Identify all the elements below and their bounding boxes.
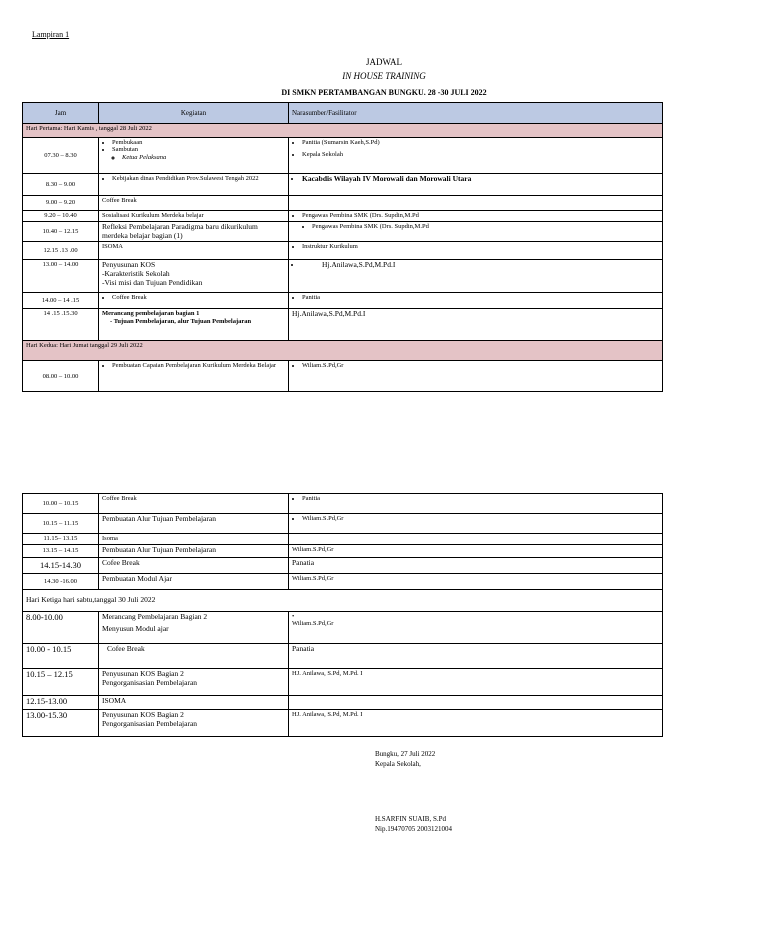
list-item: • Pembukaan: [112, 139, 285, 146]
narasumber-cell: [289, 138, 663, 174]
table-row: [23, 242, 663, 260]
list-item: • Pembuatan Capaian Pembelajaran Kurikulum Merdeka Belajar: [112, 362, 285, 369]
list-item: • Wiliam.S.Pd,Gr: [302, 362, 659, 369]
table-row: [23, 534, 663, 545]
jam-cell: 8.30 – 9.00: [23, 174, 99, 196]
jam-cell: 13.00-15.30: [23, 710, 99, 737]
jam-cell: 08.00 – 10.00: [23, 361, 99, 392]
table-row: [23, 514, 663, 534]
narasumber-cell: Wiliam.S.Pd,Gr: [289, 545, 663, 558]
kegiatan-cell: Coffee Break: [99, 494, 289, 514]
kegiatan-cell: Coffee Break: [99, 196, 289, 211]
bullet-icon: •: [292, 613, 295, 620]
jam-cell: 10.15 – 11.15: [23, 514, 99, 534]
table-row: [23, 696, 663, 710]
signature-name: H.SARFIN SUAIB, S.Pd: [375, 815, 446, 823]
table-row: [23, 293, 663, 309]
table-row: [23, 174, 663, 196]
jam-cell: 11.15– 13.15: [23, 534, 99, 545]
list-item: • Pengawas Pembina SMK (Drs. Supdin,M.Pd: [312, 223, 659, 230]
signature-place-date: Bungku, 27 Juli 2022: [375, 750, 436, 758]
jam-cell: 10.40 – 12.15: [23, 222, 99, 242]
list-item: • Wiliam.S.Pd,Gr: [302, 515, 659, 522]
narasumber-cell: HJ. Anilawa, S.Pd, M.Pd. I: [289, 669, 663, 696]
narasumber-text: Wiliam.S.Pd,Gr: [292, 620, 334, 628]
header-kegiatan: Kegiatan: [99, 103, 289, 124]
narasumber-cell: [289, 242, 663, 260]
list-item: • Kepala Sekolah: [302, 151, 659, 158]
narasumber-cell: HJ. Anilawa, S.Pd, M.Pd. I: [289, 710, 663, 737]
table-row: [23, 361, 663, 392]
day3-label: Hari Ketiga hari sabtu,tanggal 30 Juli 2022: [23, 590, 663, 612]
list-item: • Instruktur Kurikulum: [302, 243, 659, 250]
kegiatan-cell: [99, 361, 289, 392]
list-item: • Panitia (Sumarsin Kaeh,S.Pd): [302, 139, 659, 146]
narasumber-cell: [289, 174, 663, 196]
narasumber-cell: Hj.Anilawa,S.Pd,M.Pd.I: [289, 309, 663, 341]
doc-location-date: DI SMKN PERTAMBANGAN BUNGKU. 28 -30 JULI 2022: [281, 88, 487, 97]
kegiatan-cell: [99, 309, 289, 341]
jam-cell: 14.15-14.30: [23, 558, 99, 574]
kegiatan-line: -Visi misi dan Tujuan Pendidikan: [102, 277, 203, 287]
kegiatan-line: Penyusunan KOS: [102, 260, 156, 270]
kegiatan-cell: Pembuatan Alur Tujuan Pembelajaran: [99, 514, 289, 534]
kegiatan-line: Merancang pembelajaran bagian 1: [102, 310, 200, 318]
list-item: • Pengawas Pembina SMK (Drs. Supdin,M.Pd: [302, 212, 659, 219]
header-narasumber: Narasumber/Fasilitator: [289, 103, 663, 124]
table-header-row: [23, 103, 663, 124]
kegiatan-cell: Cofee Break: [99, 558, 289, 574]
kegiatan-line: Menyusun Modul ajar: [102, 623, 169, 633]
narasumber-cell: [289, 222, 663, 242]
header-jam: Jam: [23, 103, 99, 124]
jam-cell: 9.20 – 10.40: [23, 211, 99, 222]
table-row: [23, 669, 663, 696]
narasumber-cell: Panatia: [289, 644, 663, 669]
kegiatan-cell: [99, 710, 289, 737]
kegiatan-cell: [99, 669, 289, 696]
jam-cell: 10.00 – 10.15: [23, 494, 99, 514]
doc-title: JADWAL: [366, 57, 402, 67]
kegiatan-cell: ISOMA: [99, 242, 289, 260]
jam-cell: 9.00 – 9.20: [23, 196, 99, 211]
narasumber-cell: Wiliam.S.Pd,Gr: [289, 574, 663, 590]
list-item: • Kebijakan dinas Pendidikan Prov.Sulawesi Tengah 2022: [112, 175, 285, 182]
jam-cell: 14.30 -16.00: [23, 574, 99, 590]
kegiatan-line: Penyusunan KOS Bagian 2: [102, 710, 184, 719]
kegiatan-cell: [99, 138, 289, 174]
table-row: [23, 196, 663, 211]
table-row: [23, 309, 663, 341]
table-row: [23, 494, 663, 514]
jam-cell: 12.15-13.00: [23, 696, 99, 710]
narasumber-cell: [289, 260, 663, 293]
kegiatan-cell: [99, 612, 289, 644]
kegiatan-cell: [99, 260, 289, 293]
signature-nip: Nip.19470705 2003121004: [375, 825, 452, 833]
day1-label: Hari Pertama: Hari Kamis , tanggal 28 Juli 2022: [23, 124, 663, 138]
narasumber-cell: [289, 211, 663, 222]
kegiatan-line: Pengorganisasian Pembelajaran: [102, 718, 198, 728]
narasumber-cell: Panatia: [289, 558, 663, 574]
kegiatan-cell: [99, 293, 289, 309]
day-row: [23, 341, 663, 361]
table-row: [23, 558, 663, 574]
narasumber-cell: [289, 696, 663, 710]
list-item: • Coffee Break: [112, 294, 285, 301]
narasumber-cell: [289, 612, 663, 644]
kegiatan-cell: Sosialisasi Kurikulum Merdeka belajar: [99, 211, 289, 222]
table-row: [23, 260, 663, 293]
day-row: [23, 590, 663, 612]
signature-role: Kepala Sekolah,: [375, 760, 421, 768]
list-item: • Sambutan: [112, 146, 285, 153]
kegiatan-cell: [99, 174, 289, 196]
jam-cell: 14 .15 .15.30: [23, 309, 99, 341]
kegiatan-cell: Refleksi Pembelajaran Paradigma baru dikurikulum merdeka belajar bagian (1): [99, 222, 289, 242]
kegiatan-line: Penyusunan KOS Bagian 2: [102, 669, 184, 678]
kegiatan-dash-item: Tujuan Pembelajaran, alur Tujuan Pembelajaran: [113, 317, 252, 325]
lampiran-label: Lampiran 1: [32, 30, 70, 39]
narasumber-cell: [289, 361, 663, 392]
table-row: [23, 710, 663, 737]
table-row: [23, 211, 663, 222]
schedule-table-page1: [22, 102, 663, 392]
list-item: • Hj.Anilawa,S.Pd,M.Pd.I: [302, 261, 659, 270]
kegiatan-cell: Isoma: [99, 534, 289, 545]
doc-subtitle: IN HOUSE TRAINING: [342, 71, 426, 81]
jam-cell: 8.00-10.00: [23, 612, 99, 644]
table-row: [23, 545, 663, 558]
kegiatan-line: Merancang Pembelajaran Bagian 2: [102, 612, 208, 621]
jam-cell: 07.30 – 8.30: [23, 138, 99, 174]
list-item: • Panitia: [302, 294, 659, 301]
table-row: [23, 612, 663, 644]
kegiatan-cell: Cofee Break: [99, 644, 289, 669]
list-item: • Panitia: [302, 495, 659, 502]
list-item: • Kacabdis Wilayah IV Morowali dan Morowali Utara: [302, 175, 659, 184]
day-row: [23, 124, 663, 138]
list-item: ◦ Ketua Pelaksana: [122, 154, 285, 161]
kegiatan-line: -Karakteristik Sekolah: [102, 268, 170, 278]
jam-cell: 13.15 – 14.15: [23, 545, 99, 558]
kegiatan-line: Pengorganisasian Pembelajaran: [102, 677, 198, 687]
narasumber-cell: [289, 196, 663, 211]
table-row: [23, 138, 663, 174]
table-row: [23, 644, 663, 669]
narasumber-cell: [289, 534, 663, 545]
kegiatan-cell: ISOMA: [99, 696, 289, 710]
kegiatan-cell: Pembuatan Alur Tujuan Pembelajaran: [99, 545, 289, 558]
table-row: [23, 574, 663, 590]
jam-cell: 10.15 – 12.15: [23, 669, 99, 696]
day2-label: Hari Kedua: Hari Jumat tanggal 29 Juli 2022: [23, 341, 663, 361]
jam-cell: 13.00 – 14.00: [23, 260, 99, 293]
jam-cell: 12.15 .13 .00: [23, 242, 99, 260]
jam-cell: 14.00 – 14 .15: [23, 293, 99, 309]
table-row: [23, 222, 663, 242]
kegiatan-cell: Pembuatan Modul Ajar: [99, 574, 289, 590]
jam-cell: 10.00 - 10.15: [23, 644, 99, 669]
narasumber-cell: [289, 514, 663, 534]
kegiatan-line: - Tujuan Pembelajaran, alur Tujuan Pembelajaran: [110, 317, 252, 325]
schedule-table-page2: [22, 493, 663, 737]
narasumber-cell: [289, 293, 663, 309]
narasumber-cell: [289, 494, 663, 514]
